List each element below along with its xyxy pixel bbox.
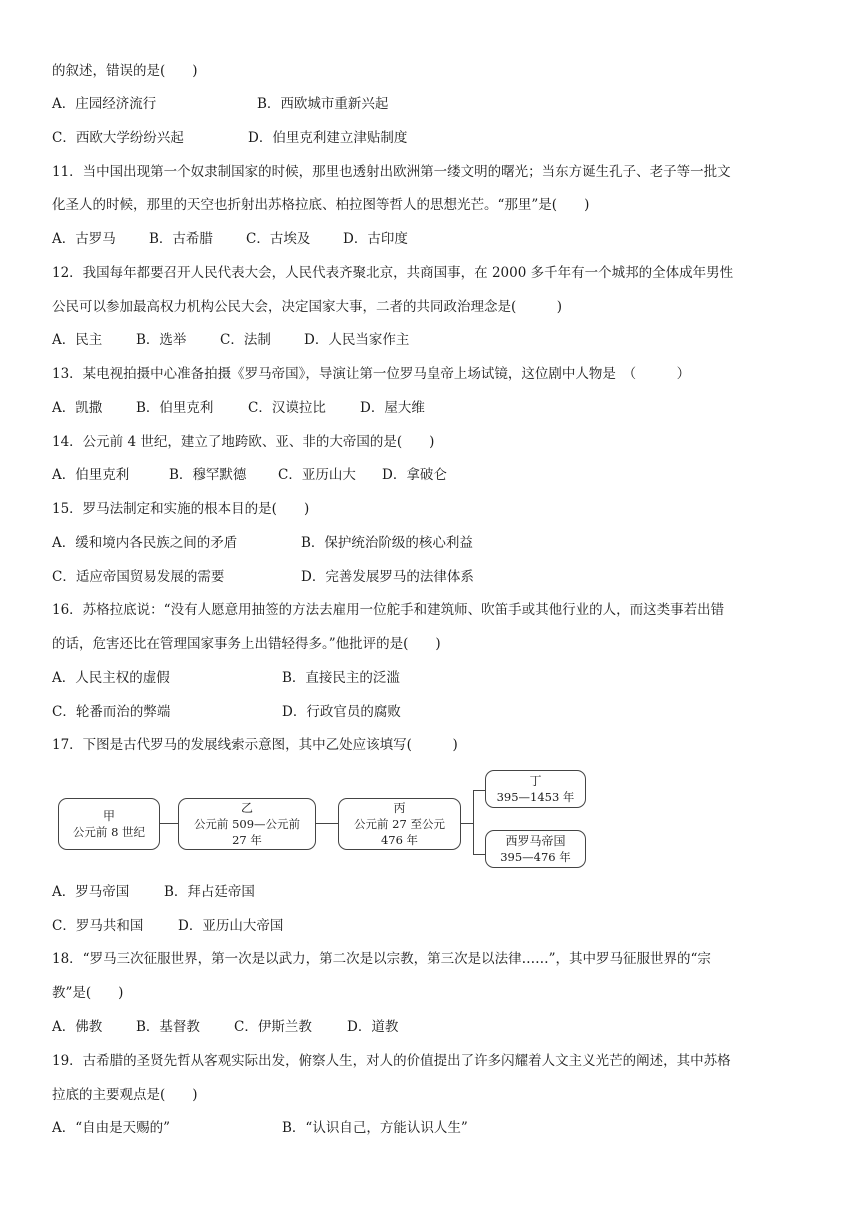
box-ding-date: 395—1453 年 — [496, 790, 575, 804]
box-yi-title: 乙 — [240, 801, 253, 815]
q12-options — [52, 331, 409, 349]
connector-branch-west — [473, 854, 485, 855]
box-yi-date-line2: 27 年 — [232, 833, 262, 847]
q13-options — [52, 399, 425, 417]
box-bing-date-line2: 476 年 — [380, 833, 419, 847]
q16-stem-line1: 16．苏格拉底说：“没有人愿意用抽签的方法去雇用一位舵手和建筑师、吹笛手或其他行业的人，而这类事若出错 — [52, 602, 725, 618]
option-b[interactable]: B．基督教 — [136, 1019, 200, 1035]
option-b[interactable]: B．拜占廷帝国 — [164, 884, 255, 900]
q14-stem: 14．公元前 4 世纪，建立了地跨欧、亚、非的大帝国的是( ) — [52, 434, 435, 450]
q18-stem-line1: 18．“罗马三次征服世界，第一次是以武力，第二次是以宗教，第三次是以法律……”，其中罗马征服世界的“宗 — [52, 951, 711, 967]
option-b[interactable]: B．伯里克利 — [136, 400, 214, 416]
option-d[interactable]: D．屋大维 — [360, 400, 425, 416]
box-west-rome — [485, 830, 586, 868]
connector-branch-vertical — [473, 790, 474, 854]
connector-bing-branch — [461, 823, 473, 824]
connector-yi-bing — [316, 823, 338, 824]
q17-options-row1 — [52, 883, 255, 901]
box-bing — [338, 798, 461, 850]
box-bing-date-line1: 公元前 27 至公元 — [354, 817, 445, 831]
box-jia — [58, 798, 160, 850]
option-c[interactable]: C．适应帝国贸易发展的需要 — [52, 569, 225, 585]
q12-stem-line1: 12．我国每年都要召开人民代表大会，人民代表齐聚北京，共商国事，在 2000 多千年有一个城邦的全体成年男性 — [52, 265, 734, 281]
option-a[interactable]: A．庄园经济流行 — [52, 96, 157, 112]
box-ding — [485, 770, 586, 808]
q19-stem-line1: 19．古希腊的圣贤先哲从客观实际出发，俯察人生，对人的价值提出了许多闪耀着人文主义光芒的阐述，其中苏格 — [52, 1053, 731, 1069]
option-b[interactable]: B．古希腊 — [149, 231, 213, 247]
option-b[interactable]: B．西欧城市重新兴起 — [257, 96, 389, 112]
option-b[interactable]: B．直接民主的泛滥 — [282, 670, 400, 686]
q18-options — [52, 1018, 398, 1036]
box-jia-title: 甲 — [102, 809, 115, 823]
q15-options-row1 — [52, 534, 473, 552]
option-d[interactable]: D．完善发展罗马的法律体系 — [301, 569, 474, 585]
q16-options-row2 — [52, 703, 401, 721]
option-a[interactable]: A．古罗马 — [52, 231, 116, 247]
box-yi-date-line1: 公元前 509—公元前 — [193, 817, 301, 831]
option-d[interactable]: D．亚历山大帝国 — [178, 918, 284, 934]
q17-options-row2 — [52, 917, 283, 935]
option-c[interactable]: C．西欧大学纷纷兴起 — [52, 130, 184, 146]
option-d[interactable]: D．道教 — [347, 1019, 399, 1035]
option-a[interactable]: A．“自由是天赐的” — [52, 1120, 171, 1136]
q11-stem-line1: 11．当中国出现第一个奴隶制国家的时候，那里也透射出欧洲第一缕文明的曙光；当东方诞生孔子、老子等一批文 — [52, 164, 731, 180]
option-a[interactable]: A．凯撒 — [52, 400, 103, 416]
box-ding-title: 丁 — [529, 774, 542, 788]
q15-options-row2 — [52, 568, 474, 586]
box-jia-date: 公元前 8 世纪 — [72, 825, 146, 839]
option-d[interactable]: D．人民当家作主 — [304, 332, 410, 348]
option-a[interactable]: A．佛教 — [52, 1019, 103, 1035]
q10-stem-end: 的叙述，错误的是( ) — [52, 63, 198, 79]
q19-options — [52, 1119, 468, 1137]
option-c[interactable]: C．汉谟拉比 — [248, 400, 326, 416]
option-c[interactable]: C．轮番而治的弊端 — [52, 704, 171, 720]
option-c[interactable]: C．伊斯兰教 — [234, 1019, 312, 1035]
box-west-rome-date: 395—476 年 — [500, 850, 571, 864]
q11-stem-line2: 化圣人的时候，那里的天空也折射出苏格拉底、柏拉图等哲人的思想光芒。“那里”是( ) — [52, 197, 590, 213]
box-bing-title: 丙 — [393, 801, 406, 815]
option-d[interactable]: D．伯里克利建立津贴制度 — [248, 130, 408, 146]
q10-options-row1 — [52, 95, 388, 113]
q14-options — [52, 466, 447, 484]
box-west-rome-title: 西罗马帝国 — [505, 834, 566, 848]
q16-stem-line2: 的话，危害还比在管理国家事务上出错轻得多。”他批评的是( ) — [52, 636, 441, 652]
q12-stem-line2: 公民可以参加最高权力机构公民大会，决定国家大事，二者的共同政治理念是( ) — [52, 299, 563, 315]
connector-branch-ding — [473, 790, 485, 791]
option-d[interactable]: D．行政官员的腐败 — [282, 704, 401, 720]
box-yi — [178, 798, 316, 850]
option-b[interactable]: B．穆罕默德 — [169, 467, 247, 483]
option-a[interactable]: A．人民主权的虚假 — [52, 670, 170, 686]
connector-jia-yi — [160, 823, 178, 824]
q18-stem-line2: 教”是( ) — [52, 985, 124, 1001]
option-a[interactable]: A．缓和境内各民族之间的矛盾 — [52, 535, 238, 551]
option-d[interactable]: D．拿破仑 — [382, 467, 447, 483]
option-a[interactable]: A．伯里克利 — [52, 467, 130, 483]
option-b[interactable]: B．“认识自己，方能认识人生” — [282, 1120, 468, 1136]
option-c[interactable]: C．古埃及 — [246, 231, 311, 247]
option-a[interactable]: A．民主 — [52, 332, 103, 348]
option-a[interactable]: A．罗马帝国 — [52, 884, 130, 900]
option-c[interactable]: C．法制 — [220, 332, 271, 348]
q10-options-row2 — [52, 129, 407, 147]
option-c[interactable]: C．罗马共和国 — [52, 918, 144, 934]
rome-timeline-diagram — [58, 768, 598, 868]
q11-options — [52, 230, 408, 248]
option-b[interactable]: B．选举 — [136, 332, 187, 348]
q15-stem: 15．罗马法制定和实施的根本目的是( ) — [52, 501, 310, 517]
option-b[interactable]: B．保护统治阶级的核心利益 — [301, 535, 473, 551]
q16-options-row1 — [52, 669, 400, 687]
option-d[interactable]: D．古印度 — [343, 231, 408, 247]
q17-stem: 17．下图是古代罗马的发展线索示意图，其中乙处应该填写( ) — [52, 737, 458, 753]
option-c[interactable]: C．亚历山大 — [278, 467, 356, 483]
q13-stem: 13．某电视拍摄中心准备拍摄《罗马帝国》，导演让第一位罗马皇帝上场试镜，这位剧中人物是 （ ） — [52, 366, 691, 382]
q19-stem-line2: 拉底的主要观点是( ) — [52, 1087, 198, 1103]
